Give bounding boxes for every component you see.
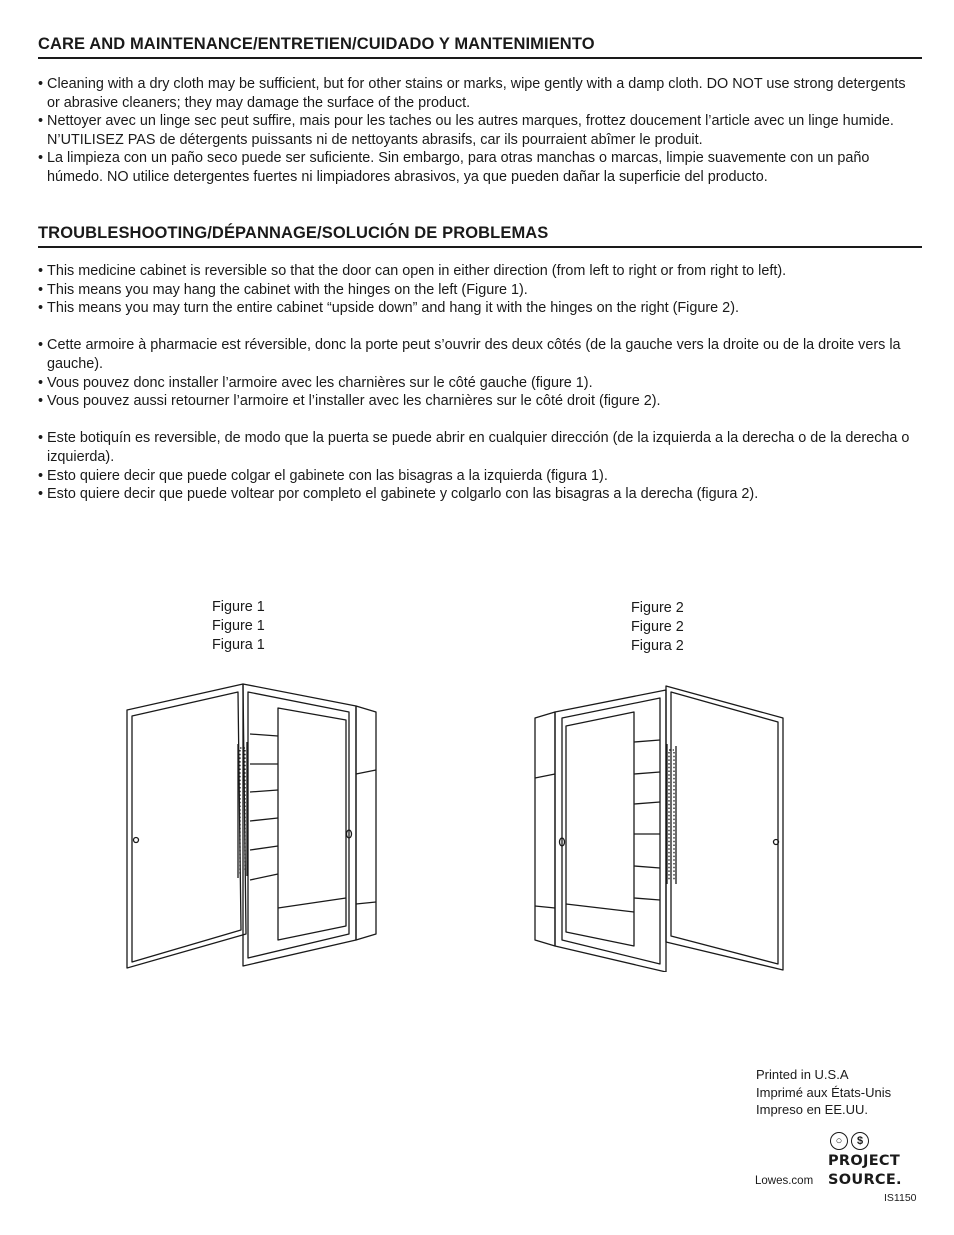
figure2-cabinet-illustration: [530, 680, 790, 972]
drop-icon: ○: [830, 1132, 848, 1150]
figure1-label-fr: Figure 1: [212, 618, 265, 634]
troubleshooting-item: • This means you may hang the cabinet with the hinges on the left (Figure 1).: [38, 281, 922, 300]
troubleshooting-list-fr: [38, 336, 922, 410]
printed-fr: Imprimé aux États-Unis: [756, 1084, 892, 1100]
troubleshooting-item: • Este botiquín es reversible, de modo que la puerta se puede abrir en cualquier dirección (de la izquierda a la derecha o de la derecha o izquierda).: [38, 429, 922, 466]
printed-es: Impreso en EE.UU.: [756, 1102, 868, 1117]
figure1-label-es: Figura 1: [212, 637, 265, 653]
project-source-logo: [828, 1132, 924, 1188]
printed-en: Printed in U.S.A: [756, 1067, 849, 1082]
care-item-es: • La limpieza con un paño seco puede ser suficiente. Sin embargo, para otras manchas o marcas, limpie suavemente con un paño húmedo. NO utilice detergentes fuertes ni limpiadores abrasivos, ya que pueden dañar la superficie del producto.: [38, 149, 922, 186]
figure2-label-es: Figura 2: [631, 638, 684, 654]
troubleshooting-item: • Cette armoire à pharmacie est réversible, donc la porte peut s’ouvrir des deux côtés (de la gauche vers la droite ou de la droite vers la gauche).: [38, 336, 922, 373]
figure2-label-en: Figure 2: [631, 600, 684, 616]
figure1-cabinet-illustration: [120, 676, 390, 972]
care-list: [38, 75, 922, 187]
troubleshooting-list-es: [38, 429, 922, 503]
website-text: Lowes.com: [755, 1175, 814, 1187]
figure1-caption: [212, 598, 265, 655]
brand-line1: PROJECT: [828, 1153, 901, 1169]
care-item-en: • Cleaning with a dry cloth may be sufficient, but for other stains or marks, wipe gently with a damp cloth. DO NOT use strong detergents or abrasive cleaners; they may damage the surface of the product.: [38, 75, 922, 112]
brand-line2: SOURCE.: [828, 1172, 902, 1188]
troubleshooting-item: • Esto quiere decir que puede colgar el gabinete con las bisagras a la izquierda (figura 1).: [38, 467, 922, 486]
care-heading: CARE AND MAINTENANCE/ENTRETIEN/CUIDADO Y MANTENIMIENTO: [38, 35, 922, 59]
troubleshooting-item: • This means you may turn the entire cabinet “upside down” and hang it with the hinges on the right (Figure 2).: [38, 299, 922, 318]
troubleshooting-list-en: [38, 262, 922, 318]
printed-in-block: [756, 1066, 891, 1119]
care-section: [38, 35, 922, 187]
figure2-label-fr: Figure 2: [631, 619, 684, 635]
troubleshooting-item: • Vous pouvez donc installer l’armoire avec les charnières sur le côté gauche (figure 1).: [38, 374, 922, 393]
troubleshooting-item: • Vous pouvez aussi retourner l’armoire et l’installer avec les charnières sur le côté droit (figure 2).: [38, 392, 922, 411]
logo-icons: [830, 1132, 924, 1150]
figure1-label-en: Figure 1: [212, 599, 265, 615]
care-item-fr: • Nettoyer avec un linge sec peut suffire, mais pour les taches ou les autres marques, frottez doucement l’article avec un linge humide. N’UTILISEZ PAS de détergents puissants ni de nettoyants abrasifs, car ils pourraient abîmer le produit.: [38, 112, 922, 149]
troubleshooting-item: • Esto quiere decir que puede voltear por completo el gabinete y colgarlo con las bisagras a la derecha (figura 2).: [38, 485, 922, 504]
document-id: IS1150: [884, 1192, 917, 1204]
troubleshooting-section: [38, 224, 922, 504]
figure2-caption: [631, 599, 684, 656]
troubleshooting-heading: TROUBLESHOOTING/DÉPANNAGE/SOLUCIÓN DE PROBLEMAS: [38, 224, 922, 248]
troubleshooting-item: • This medicine cabinet is reversible so that the door can open in either direction (from left to right or from right to left).: [38, 262, 922, 281]
dollar-icon: $: [851, 1132, 869, 1150]
